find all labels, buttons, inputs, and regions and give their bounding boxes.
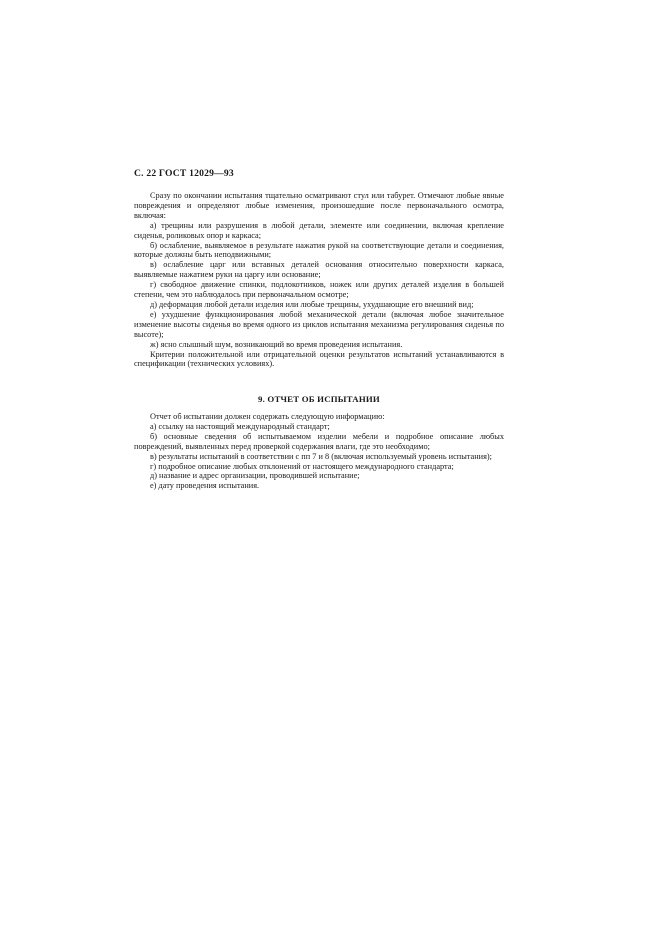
- paragraph-item-zh: ж) ясно слышный шум, возникающий во время проведения испытания.: [150, 339, 403, 349]
- paragraph-item-g: г) свободное движение спинки, подлокотников, ножек или других деталей изделия в большей степени, чем это наблюдалось при первоначальном осмотре;: [134, 280, 504, 300]
- paragraph-intro: Сразу по окончании испытания тщательно осматривают стул или табурет. Отмечают любые явные повреждения и определяют любые изменения, произошедшие после первоначального осмотра, включая:: [134, 191, 504, 220]
- paragraph-item-b: б) ослабление, выявляемое в результате нажатия рукой на соответствующие детали и соединения, которые должны быть неподвижными;: [134, 240, 504, 260]
- inspection-text-block: [134, 191, 504, 369]
- report-intro: Отчет об испытании должен содержать следующую информацию:: [150, 412, 385, 421]
- report-item-a: а) ссылку на настоящий международный стандарт;: [150, 421, 330, 431]
- paragraph-criteria: Критерии положительной или отрицательной оценки результатов испытаний устанавливаются в спецификации (технических условиях).: [134, 349, 504, 369]
- paragraph-item-a: а) трещины или разрушения в любой детали, элементе или соединении, включая крепление сиденья, роликовых опор и каркаса;: [134, 220, 504, 240]
- paragraph-item-v: в) ослабление царг или вставных деталей основания относительно поверхности каркаса, выявляемые нажатием руки на царгу или основание;: [134, 260, 504, 280]
- report-item-b: б) основные сведения об испытываемом изделии мебели и подробное описание любых повреждений, выявленных перед проверкой содержания влаги, где это необходимо;: [134, 431, 504, 451]
- report-item-v: в) результаты испытаний в соответствии с пп 7 и 8 (включая используемый уровень испытания);: [150, 451, 492, 461]
- page-header: С. 22 ГОСТ 12029—93: [134, 168, 234, 179]
- section-title: 9. ОТЧЕТ ОБ ИСПЫТАНИИ: [258, 394, 380, 404]
- paragraph-item-e: е) ухудшение функционирования любой механической детали (включая любое значительное изменение высоты сиденья во время одного из циклов испытания механизма регулирования сиденья по высоте);: [134, 309, 504, 339]
- paragraph-item-d: д) деформация любой детали изделия или любые трещины, ухудшающие его внешний вид;: [150, 299, 474, 309]
- report-item-e: е) дату проведения испытания.: [150, 481, 260, 491]
- report-text-block: [134, 412, 504, 491]
- report-item-g: г) подробное описание любых отклонений от настоящего международного стандарта;: [150, 461, 454, 471]
- report-item-d: д) название и адрес организации, проводившей испытание;: [150, 471, 360, 481]
